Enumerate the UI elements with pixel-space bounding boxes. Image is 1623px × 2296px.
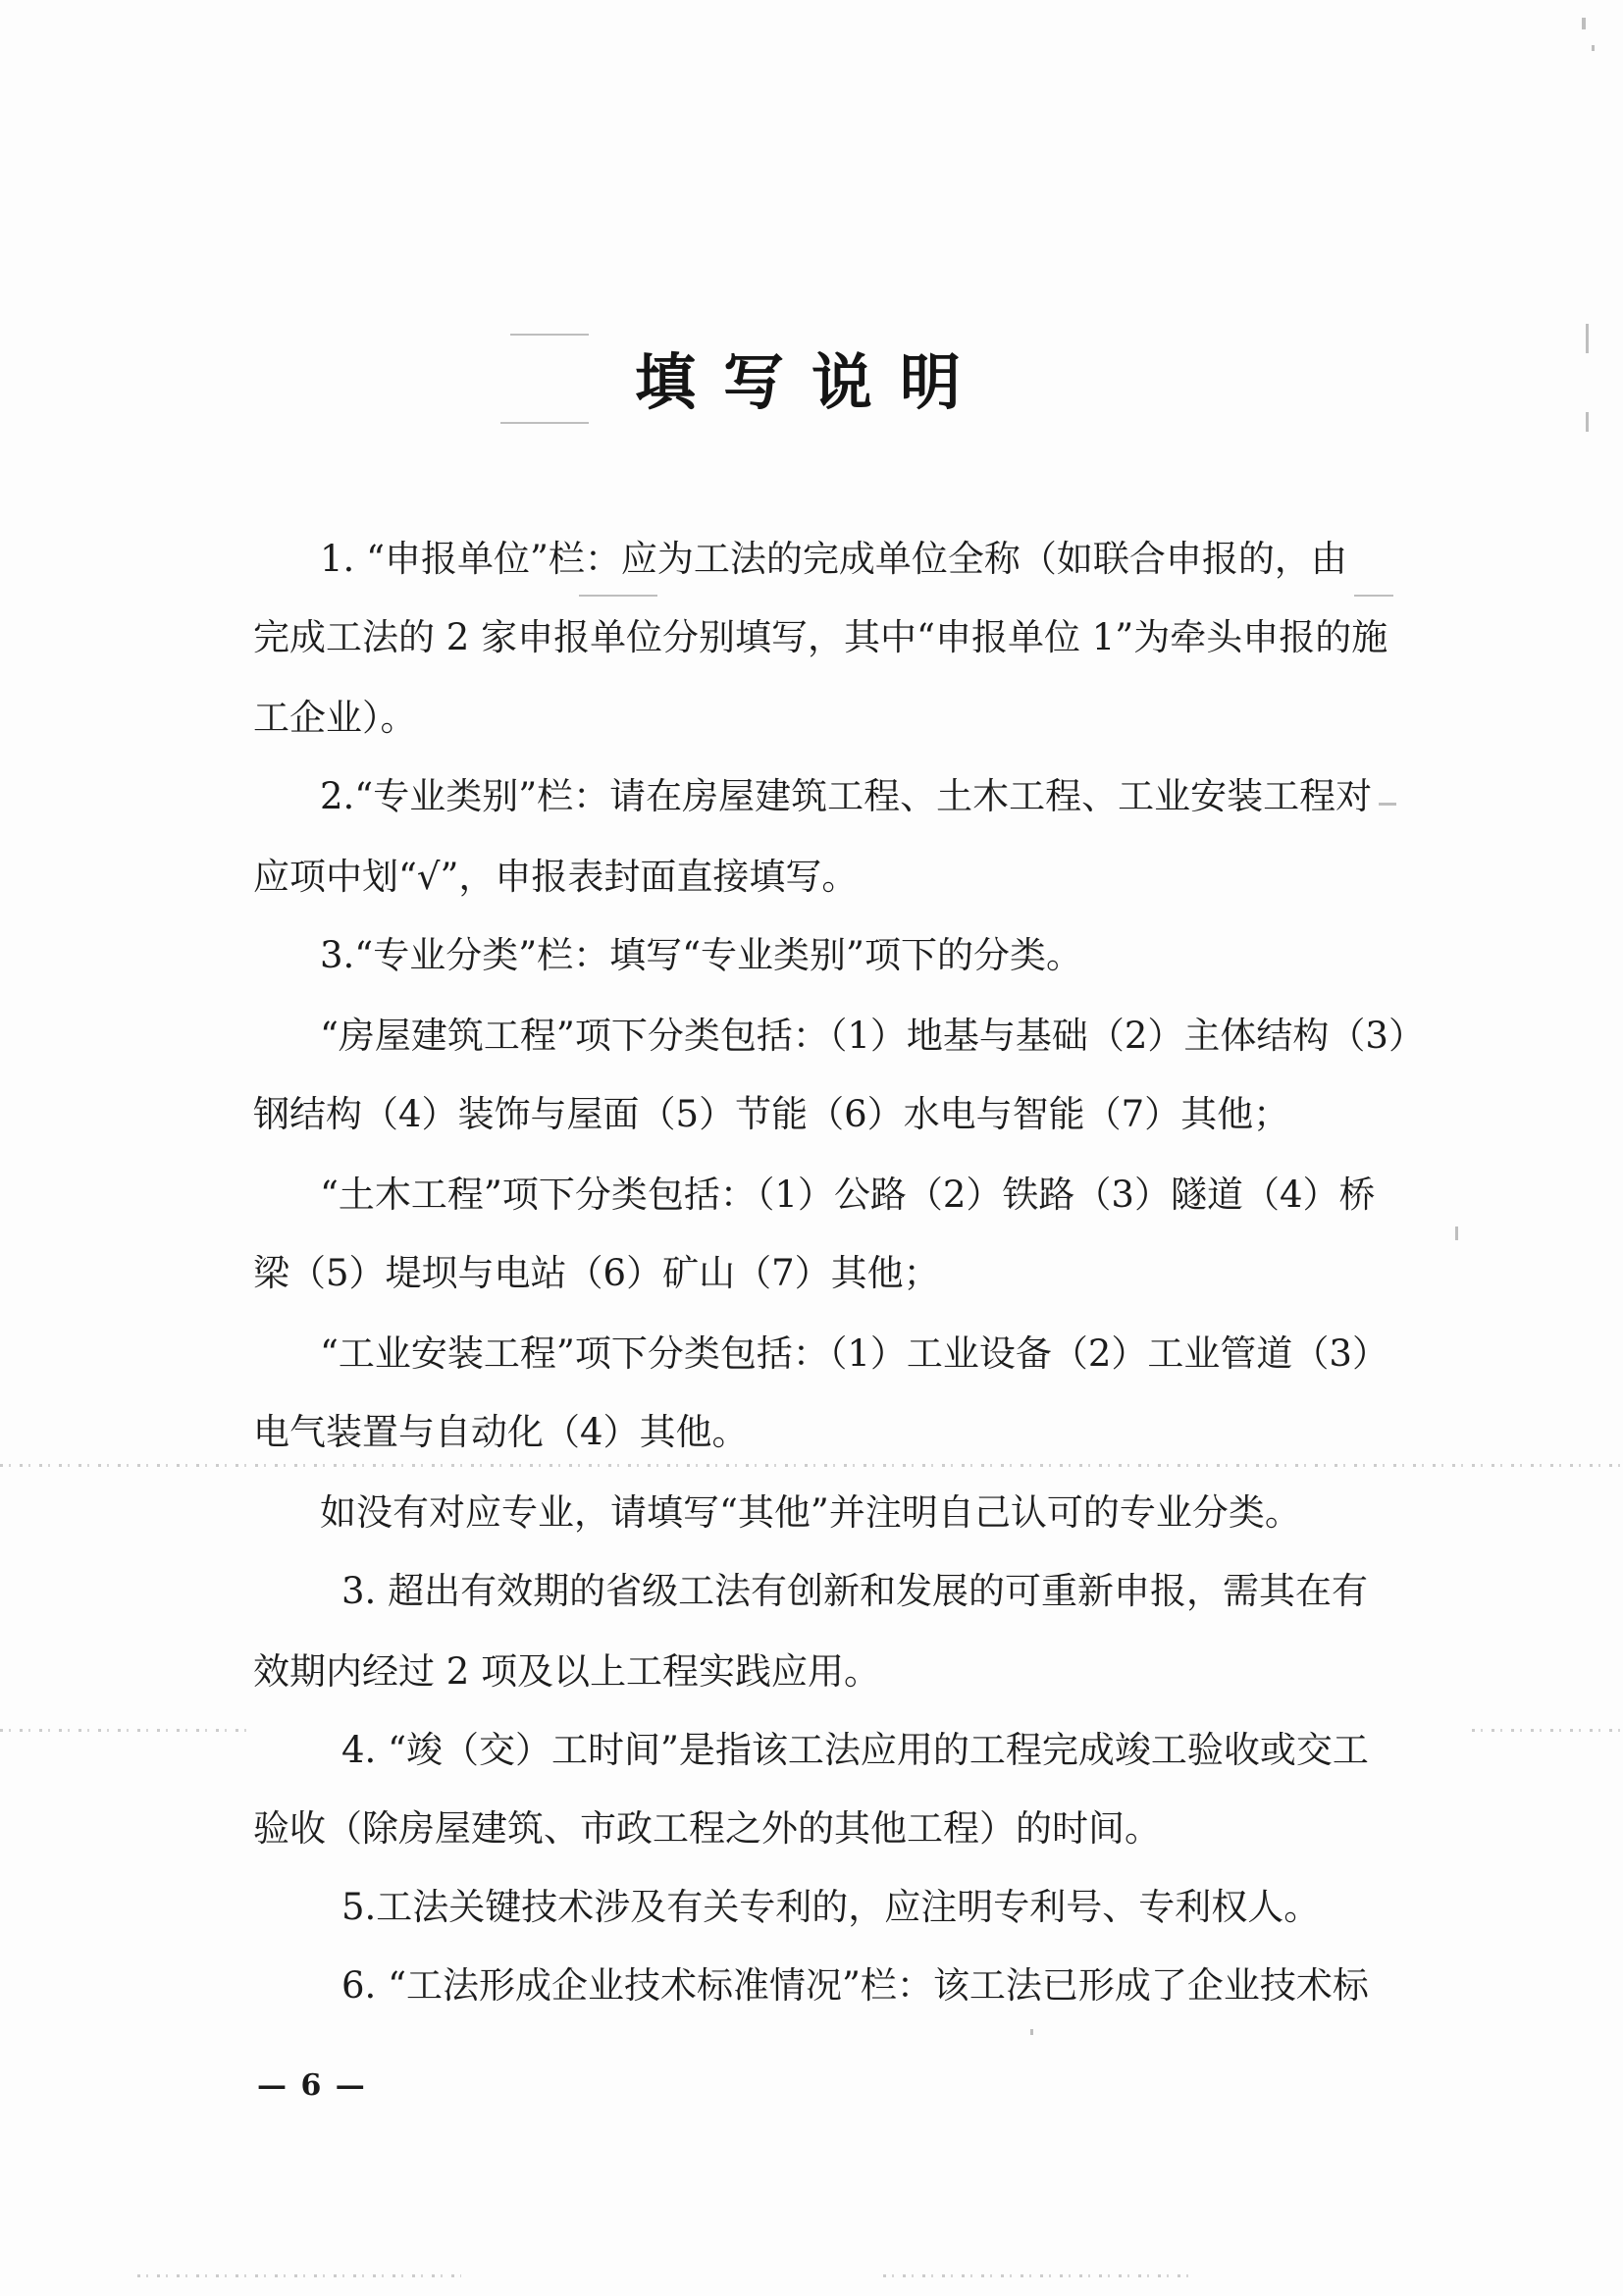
scan-speck xyxy=(1354,595,1393,597)
scan-noise-band xyxy=(883,2274,1197,2277)
paragraph-line: “土木工程”项下分类包括：（1）公路（2）铁路（3）隧道（4）桥 xyxy=(320,1174,1376,1216)
paragraph-line: 完成工法的 2 家申报单位分别填写，其中“申报单位 1”为牵头申报的施 xyxy=(253,616,1388,658)
scan-speck xyxy=(1379,803,1396,806)
scan-speck xyxy=(1582,18,1586,29)
scan-speck xyxy=(1592,45,1595,51)
scan-noise-band xyxy=(0,1729,255,1732)
paragraph-line: 4. “竣（交）工时间”是指该工法应用的工程完成竣工验收或交工 xyxy=(341,1729,1369,1771)
paragraph-line: “房屋建筑工程”项下分类包括：（1）地基与基础（2）主体结构（3） xyxy=(320,1015,1425,1057)
paragraph-line: 工企业）。 xyxy=(253,697,417,739)
scan-speck xyxy=(579,595,657,597)
paragraph-line: 5.工法关键技术涉及有关专利的，应注明专利号、专利权人。 xyxy=(341,1886,1321,1928)
scan-noise-band xyxy=(1472,1729,1623,1732)
paragraph-line: 6. “工法形成企业技术标准情况”栏：该工法已形成了企业技术标 xyxy=(341,1964,1369,2007)
paragraph-line: 钢结构（4）装饰与屋面（5）节能（6）水电与智能（7）其他； xyxy=(253,1093,1290,1135)
scan-noise-band xyxy=(0,1464,1623,1467)
scan-speck xyxy=(1455,1226,1458,1240)
page-number: — 6 — xyxy=(257,2068,367,2103)
paragraph-line: 3.“专业分类”栏：填写“专业类别”项下的分类。 xyxy=(320,934,1082,976)
paragraph-line: “工业安装工程”项下分类包括：（1）工业设备（2）工业管道（3） xyxy=(320,1332,1388,1375)
paragraph-line: 电气装置与自动化（4）其他。 xyxy=(253,1411,749,1453)
scan-speck xyxy=(1030,2029,1033,2035)
paragraph-line: 1. “申报单位”栏：应为工法的完成单位全称（如联合申报的，由 xyxy=(320,538,1347,580)
paragraph-line: 应项中划“√”，申报表封面直接填写。 xyxy=(253,856,859,898)
page-title: 填写说明 xyxy=(634,346,988,418)
paragraph-line: 验收（除房屋建筑、市政工程之外的其他工程）的时间。 xyxy=(253,1807,1161,1850)
scan-speck xyxy=(500,422,589,424)
scan-noise-band xyxy=(137,2274,461,2277)
paragraph-line: 2.“专业类别”栏：请在房屋建筑工程、土木工程、工业安装工程对 xyxy=(320,775,1373,817)
paragraph-line: 3. 超出有效期的省级工法有创新和发展的可重新申报，需其在有 xyxy=(341,1570,1369,1612)
paragraph-line: 效期内经过 2 项及以上工程实践应用。 xyxy=(253,1650,881,1693)
paragraph-line: 梁（5）堤坝与电站（6）矿山（7）其他； xyxy=(253,1252,940,1294)
paragraph-line: 如没有对应专业，请填写“其他”并注明自己认可的专业分类。 xyxy=(320,1491,1301,1534)
